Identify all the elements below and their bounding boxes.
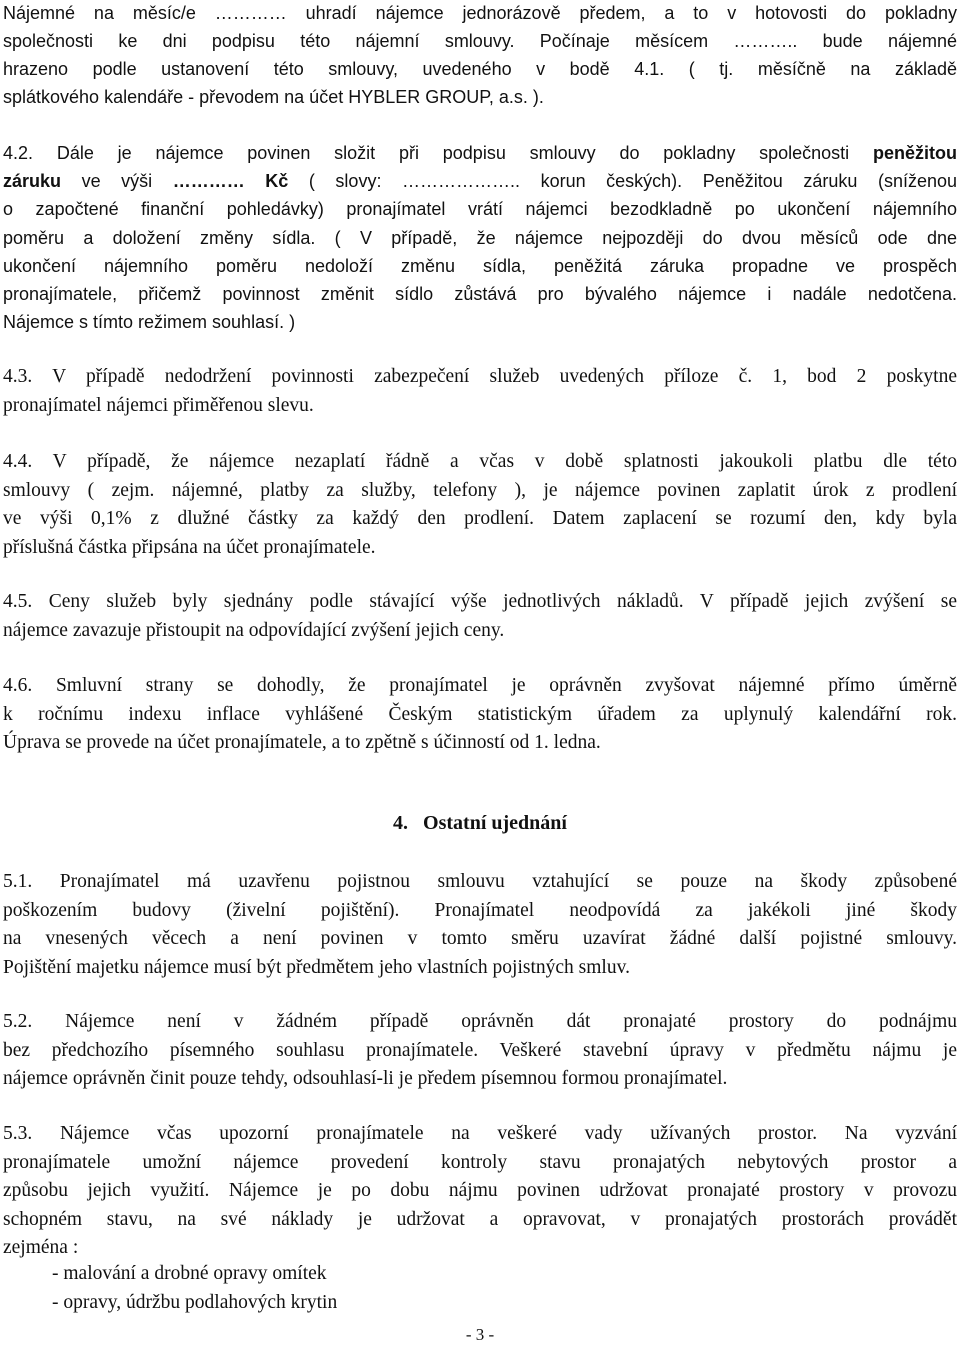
text-line: společnosti ke dni podpisu této nájemní smlouvy. Počínaje měsícem ……….. bude nájemné [3,31,957,51]
text-line: zejména : [3,1237,79,1258]
text-line: Pojištění majetku nájemce musí být předmětem jeho vlastních pojistných smluv. [3,956,630,978]
text-line: na vnesených věcech a není povinen v tomto směru uzavírat žádné další pojistné smlouvy. [3,928,957,949]
text-line: příslušná částka připsána na účet pronajímatele. [3,536,376,558]
text-line: ukončení nájemního poměru nedoloží změnu sídla, peněžitá záruka propadne ve prospěch [3,255,957,276]
text-line: 5.3. Nájemce včas upozorní pronajímatele na veškeré vady užívaných prostor. Na vyzvání [3,1123,957,1144]
paragraph-4-1-continued [3,0,957,111]
paragraph-4-4 [3,448,957,562]
text-line: Nájemce s tímto režimem souhlasí. ) [3,312,296,333]
text-line [3,167,957,195]
text-line: smlouvy ( zejm. nájemné, platby za služby, telefony ), je nájemce povinen zaplatit úrok z prodlení [3,479,957,501]
text-line: poměru a doložení změny sídla. ( V případě, že nájemce nejpozději do dvou měsíců ode dne [3,227,957,248]
paragraph-4-5 [3,588,957,645]
text-line: schopném stavu, na své náklady je udržovat a opravovat, v pronajatých prostorách provádět [3,1208,957,1230]
text-line: splátkového kalendáře - převodem na účet HYBLER GROUP, a.s. ). [3,87,544,107]
paragraph-4-2 [3,139,957,336]
paragraph-5-2 [3,1008,957,1094]
text-line: 4.5. Ceny služeb byly sjednány podle stávající výše jednotlivých nákladů. V případě jejich zvýšení se [3,591,957,612]
paragraph-4-3 [3,363,957,420]
text-line: pronajímatele, přičemž povinnost změnit sídlo zůstává pro bývalého nájemce i nadále nedotčena. [3,284,957,305]
list-item: - malování a drobné opravy omítek [52,1263,327,1284]
paragraph-5-1 [3,868,957,982]
text-line: 4.6. Smluvní strany se dohodly, že pronajímatel je oprávněn zvyšovat nájemné přímo úměrně [3,675,957,696]
text-line: hrazeno podle ustanovení této smlouvy, uvedeného v bodě 4.1. ( tj. měsíčně na základě [3,59,957,79]
bold-text: ………… Kč [172,171,289,192]
text-run: ( slovy: ……………….. korun českých). Peněžitou záruku (sníženou [288,171,957,192]
text-line: Nájemné na měsíc/e ………… uhradí nájemce jednorázově předem, a to v hotovosti do pokladny [3,3,957,23]
text-run: ve výši [61,171,173,192]
list-item: - opravy, údržbu podlahových krytin [52,1291,338,1313]
bold-text: peněžitou [873,143,957,163]
text-line: ve výši 0,1% z dlužné částky za každý den prodlení. Datem zaplacení se rozumí den, kdy byla [3,508,957,529]
text-line: Úprava se provede na účet pronajímatele, a to zpětně s účinností od 1. ledna. [3,732,601,753]
text-line [3,139,957,167]
paragraph-4-6 [3,672,957,758]
text-run: 4.2. Dále je nájemce povinen složit při podpisu smlouvy do pokladny společnosti [3,143,873,163]
text-line: pronajímatel nájemci přiměřenou slevu. [3,394,314,416]
page-number: - 3 - [465,1325,495,1344]
text-line: pronajímatele umožní nájemce provedení kontroly stavu pronajatých nebytových prostor a [3,1151,957,1173]
text-line: nájemce zavazuje přistoupit na odpovídající zvýšení jejich ceny. [3,619,505,641]
bold-text: záruku [3,171,62,192]
text-line: 5.2. Nájemce není v žádném případě oprávněn dát pronajaté prostory do podnájmu [3,1011,957,1032]
text-line: bez předchozího písemného souhlasu pronajímatele. Veškeré stavební úpravy v předmětu nájmu je [3,1039,957,1061]
text-line: k ročnímu indexu inflace vyhlášené Českým statistickým úřadem za uplynulý kalendářní rok. [3,703,957,725]
text-line: 4.3. V případě nedodržení povinnosti zabezpečení služeb uvedených příloze č. 1, bod 2 poskytne [3,366,957,387]
text-line: o započtené finanční pohledávky) pronajímatel vrátí nájemci bezodkladně po ukončení nájemního [3,199,957,220]
paragraph-5-3 [3,1120,957,1263]
text-line: 4.4. V případě, že nájemce nezaplatí řádně a včas v době splatnosti jakoukoli platbu dle této [3,451,957,472]
section-heading: 4. Ostatní ujednání [393,812,567,834]
text-line: nájemce oprávněn činit pouze tehdy, odsouhlasí-li je předem písemnou formou pronajímatel. [3,1068,728,1089]
bullet-list [52,1260,337,1317]
text-line: poškozením budovy (živelní pojištění). Pronajímatel neodpovídá za jakékoli jiné škody [3,899,957,921]
text-line: způsobu jejich využití. Nájemce je po dobu nájmu povinen udržovat pronajaté prostory v provozu [3,1180,957,1201]
text-line: 5.1. Pronajímatel má uzavřenu pojistnou smlouvu vztahující se pouze na škody způsobené [3,871,957,892]
